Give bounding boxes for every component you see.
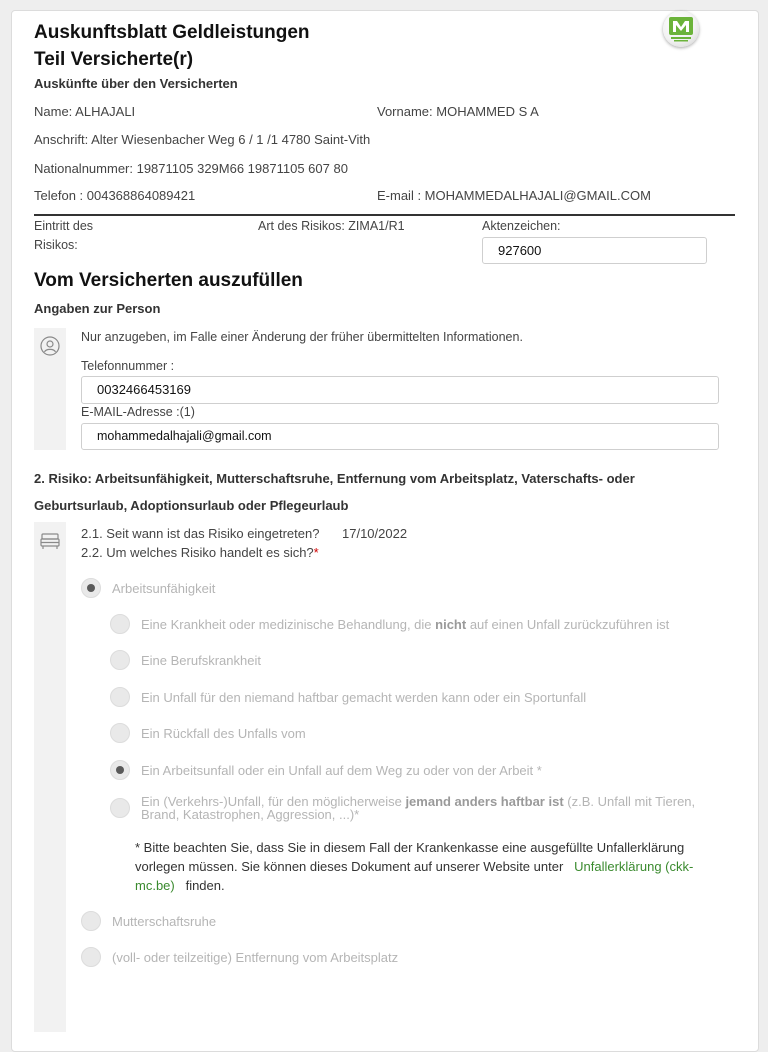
- option-workplace-removal-label: (voll- oder teilzeitige) Entfernung vom Arbeitsplatz: [112, 950, 399, 965]
- accident-declaration-note-line2: vorlegen müssen. Sie können dieses Dokument auf unserer Website unter Unfallerklärung (ckk-: [135, 859, 694, 874]
- radio-workplace-removal[interactable]: [81, 947, 101, 967]
- accident-declaration-link[interactable]: Unfallerklärung (ckk-: [574, 859, 694, 874]
- risk-heading-line1: 2. Risiko: Arbeitsunfähigkeit, Mutterschaftsruhe, Entfernung vom Arbeitsplatz, Vaterschafts- oder: [34, 471, 635, 486]
- risk-onset-label: Eintritt des: [34, 219, 94, 233]
- option-no-liability-accident-label: Ein Unfall für den niemand haftbar gemacht werden kann oder ein Sportunfall: [141, 690, 587, 705]
- insured-email: E-mail : MOHAMMEDALHAJALI@GMAIL.COM: [377, 188, 651, 203]
- risk-heading-line2: Geburtsurlaub, Adoptionsurlaub oder Pflegeurlaub: [34, 498, 349, 513]
- radio-work-accident[interactable]: [110, 760, 130, 780]
- bed-icon: [39, 531, 61, 551]
- option-illness-label: Eine Krankheit oder medizinische Behandlung, die nicht auf einen Unfall zurückzuführen ist: [141, 617, 670, 632]
- file-number-label: Aktenzeichen:: [482, 219, 561, 233]
- radio-maternity[interactable]: [81, 911, 101, 931]
- person-icon: [39, 335, 61, 357]
- person-info-text: Nur anzugeben, im Falle einer Änderung der früher übermittelten Informationen.: [81, 330, 523, 344]
- section-divider: [34, 214, 735, 216]
- risk-section-sidebar: [34, 522, 66, 1032]
- phone-input[interactable]: 0032466453169: [81, 376, 719, 404]
- risk-type: Art des Risikos: ZIMA1/R1: [258, 219, 405, 233]
- option-third-party-accident-label-2: Brand, Katastrophen, Aggression, ...)*: [141, 807, 360, 822]
- section-heading-insured: Vom Versicherten auszufüllen: [34, 270, 303, 291]
- insured-info-heading: Auskünfte über den Versicherten: [34, 76, 238, 91]
- insured-name: Name: ALHAJALI: [34, 104, 136, 119]
- email-input[interactable]: mohammedalhajali@gmail.com: [81, 423, 719, 450]
- accident-declaration-note-line3: mc.be) finden.: [135, 878, 225, 893]
- radio-relapse[interactable]: [110, 723, 130, 743]
- option-third-party-accident-label: Ein (Verkehrs-)Unfall, für den möglicherweise jemand anders haftbar ist (z.B. Unfall mit Tieren,: [141, 794, 696, 809]
- risk-since-label: 2.1. Seit wann ist das Risiko eingetreten?: [81, 526, 320, 541]
- insured-phone: Telefon : 004368864089421: [34, 188, 196, 203]
- page-title: Auskunftsblatt Geldleistungen: [34, 22, 310, 43]
- option-relapse-label: Ein Rückfall des Unfalls vom: [141, 726, 306, 741]
- risk-onset-label-2: Risikos:: [34, 238, 78, 252]
- phone-label: Telefonnummer :: [81, 359, 175, 373]
- required-marker: *: [313, 545, 319, 560]
- email-label: E-MAIL-Adresse :(1): [81, 405, 195, 419]
- risk-since-value: 17/10/2022: [342, 526, 408, 541]
- insured-address: Anschrift: Alter Wiesenbacher Weg 6 / 1 /1 4780 Saint-Vith: [34, 132, 371, 147]
- person-info-heading: Angaben zur Person: [34, 301, 161, 316]
- radio-no-liability-accident[interactable]: [110, 687, 130, 707]
- radio-occupational-disease[interactable]: [110, 650, 130, 670]
- insured-firstname: Vorname: MOHAMMED S A: [377, 104, 539, 119]
- insured-national-number: Nationalnummer: 19871105 329M66 19871105 607 80: [34, 161, 348, 176]
- radio-incapacity[interactable]: [81, 578, 101, 598]
- risk-type-question: 2.2. Um welches Risiko handelt es sich?*: [81, 545, 319, 560]
- file-number-field[interactable]: 927600: [482, 237, 707, 264]
- accident-declaration-link-2[interactable]: mc.be): [135, 878, 175, 893]
- ckk-mc-logo: [663, 11, 699, 47]
- option-incapacity-label: Arbeitsunfähigkeit: [112, 581, 216, 596]
- page-subtitle: Teil Versicherte(r): [34, 49, 194, 70]
- accident-declaration-note-line1: * Bitte beachten Sie, dass Sie in diesem Fall der Krankenkasse eine ausgefüllte Unfallerklärung: [135, 840, 685, 855]
- option-work-accident-label: Ein Arbeitsunfall oder ein Unfall auf dem Weg zu oder von der Arbeit *: [141, 763, 542, 778]
- option-occupational-disease-label: Eine Berufskrankheit: [141, 653, 261, 668]
- radio-third-party-accident[interactable]: [110, 798, 130, 818]
- radio-illness[interactable]: [110, 614, 130, 634]
- option-maternity-label: Mutterschaftsruhe: [112, 914, 217, 929]
